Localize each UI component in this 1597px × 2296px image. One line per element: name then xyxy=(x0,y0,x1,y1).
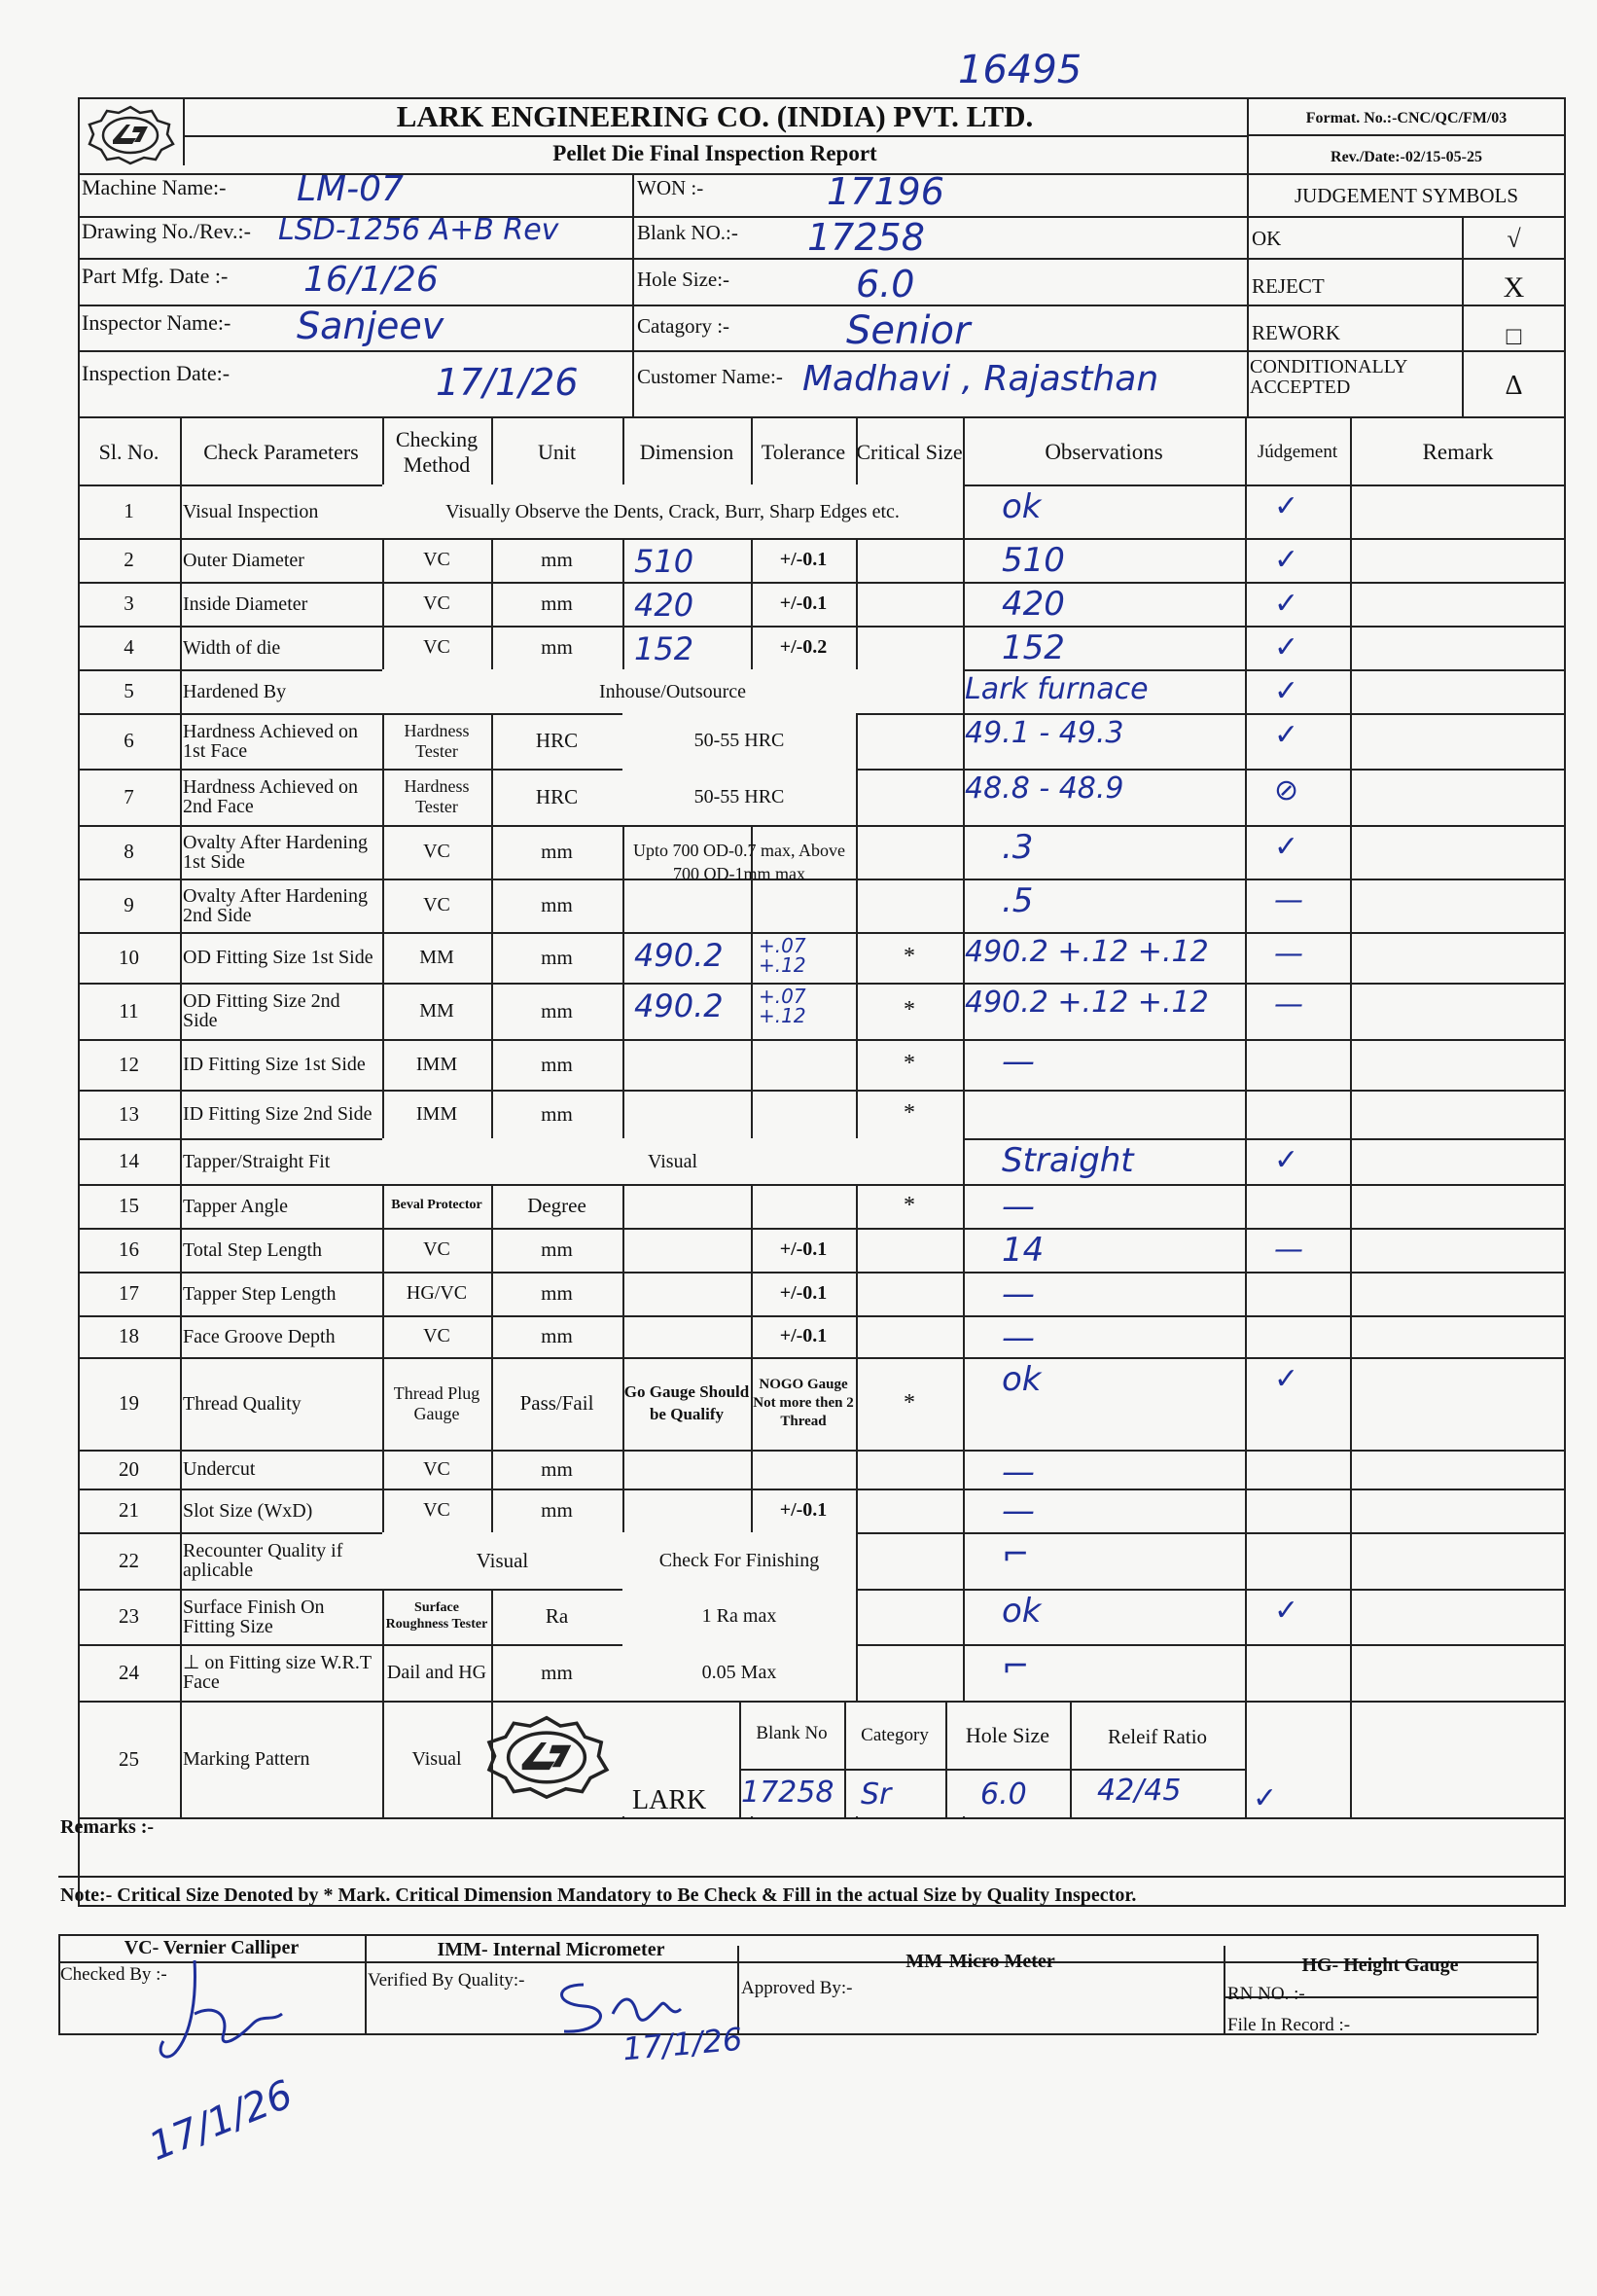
blank-no-label: Blank NO.:- xyxy=(637,221,738,244)
row-observation: 510 xyxy=(1002,541,1065,580)
cross-mark-icon: X xyxy=(1503,271,1525,304)
row-checking-method: VC xyxy=(423,592,450,614)
won-label: WON :- xyxy=(637,176,704,199)
rn-no-label: RN NO. :- xyxy=(1227,1984,1305,2004)
row-check-parameter: ⊥ on Fitting size W.R.T Face xyxy=(183,1652,372,1693)
row-tolerance: +.07 +.12 xyxy=(759,934,806,977)
row-tolerance: +/-0.1 xyxy=(779,1325,828,1346)
won-value: 17196 xyxy=(827,170,944,213)
hole-size-label: Hole Size:- xyxy=(637,268,730,291)
row-checking-method: VC xyxy=(423,1499,450,1521)
row-check-parameter: Tapper Angle xyxy=(183,1195,289,1217)
company-name: LARK ENGINEERING CO. (INDIA) PVT. LTD. xyxy=(396,99,1034,133)
marking-pattern-label: Marking Pattern xyxy=(183,1747,310,1770)
row-dimension-tolerance: 1 Ra max xyxy=(622,1589,856,1644)
row-dimension-tolerance: 50-55 HRC xyxy=(622,769,856,825)
blank-no-value: 17258 xyxy=(807,216,925,259)
header-judgement: Júdgement xyxy=(1257,442,1338,462)
row-checking-method: VC xyxy=(423,636,450,658)
row-unit: mm xyxy=(541,1238,573,1262)
judgement-rework-label: REWORK xyxy=(1252,321,1340,344)
row-check-parameter: Inside Diameter xyxy=(183,592,308,615)
marking-relief-ratio-value: 42/45 xyxy=(1097,1774,1182,1808)
row-sl-no: 23 xyxy=(119,1604,139,1629)
legend-vc: VC- Vernier Calliper xyxy=(124,1937,300,1958)
drawing-no-value: LSD-1256 A+B Rev xyxy=(278,213,559,247)
row-sl-no: 22 xyxy=(119,1548,139,1572)
row-dimension: 510 xyxy=(634,543,694,580)
row-check-parameter: Visual Inspection xyxy=(183,500,319,522)
row-sl-no: 20 xyxy=(119,1456,139,1481)
row-sl-no: 13 xyxy=(119,1101,139,1126)
critical-size-asterisk: * xyxy=(904,1051,915,1077)
checked-by-date: 17/1/26 xyxy=(142,2071,300,2170)
row-dimension: 420 xyxy=(634,587,694,624)
row-sl-no: 17 xyxy=(119,1281,139,1306)
row-checking-method: VC xyxy=(423,1325,450,1346)
row-unit: mm xyxy=(541,592,573,616)
row-checking-method: Thread Plug Gauge xyxy=(393,1382,480,1423)
legend-imm: IMM- Internal Micrometer xyxy=(437,1939,665,1960)
row-unit: mm xyxy=(541,548,573,572)
row-observation: 420 xyxy=(1002,585,1065,624)
row-observation: — xyxy=(1002,1453,1035,1491)
row-unit: mm xyxy=(541,1498,573,1523)
row-sl-no: 9 xyxy=(124,893,134,917)
row-check-parameter: Tapper/Straight Fit xyxy=(183,1150,331,1172)
judgement-symbols-title: JUDGEMENT SYMBOLS xyxy=(1294,184,1519,207)
revision-date: Rev./Date:-02/15-05-25 xyxy=(1331,149,1482,165)
row-judgement: ⊘ xyxy=(1274,773,1299,807)
row-sl-no: 6 xyxy=(124,729,134,753)
row-observation: 490.2 +.12 +.12 xyxy=(965,986,1209,1020)
row-check-parameter: Hardened By xyxy=(183,680,287,702)
row-check-parameter: Thread Quality xyxy=(183,1392,302,1415)
header-critical-size: Critical Size xyxy=(856,439,963,464)
category-label: Catagory :- xyxy=(637,314,730,338)
judgement-reject-label: REJECT xyxy=(1252,274,1325,298)
row-sl-no: 1 xyxy=(124,499,134,523)
row-observation: — xyxy=(1002,1318,1035,1357)
row-unit: mm xyxy=(541,998,573,1022)
inspection-date-value: 17/1/26 xyxy=(436,361,579,404)
row-check-parameter: Ovalty After Hardening 2nd Side xyxy=(183,884,368,926)
row-judgement: ✓ xyxy=(1274,718,1299,752)
row-merged-spec: Visually Observe the Dents, Crack, Burr, Sharp Edges etc. xyxy=(382,484,963,538)
row-unit: mm xyxy=(541,1456,573,1481)
row-observation: Straight xyxy=(1002,1141,1134,1180)
row-sl-no: 24 xyxy=(119,1660,139,1684)
row-checking-method: HG/VC xyxy=(406,1282,468,1304)
row-unit: HRC xyxy=(535,729,579,753)
row-observation: — xyxy=(1002,1042,1035,1081)
row-dimension-tolerance: 50-55 HRC xyxy=(622,713,856,769)
row-tolerance: NOGO Gauge Not more then 2 Thread xyxy=(753,1377,854,1429)
row-merged-spec: Inhouse/Outsource xyxy=(382,669,963,713)
check-mark-icon: √ xyxy=(1507,225,1521,253)
header-dimension: Dimension xyxy=(639,440,734,464)
row-observation: — xyxy=(1002,1491,1035,1530)
row-checking-method: IMM xyxy=(415,1053,458,1075)
row-judgement: ✓ xyxy=(1274,1362,1299,1396)
row-merged-spec: Visual xyxy=(382,1138,963,1184)
row-check-parameter: Surface Finish On Fitting Size xyxy=(183,1596,325,1637)
hole-size-value: 6.0 xyxy=(856,263,915,305)
row-unit: mm xyxy=(541,1101,573,1126)
row-tolerance: +/-0.1 xyxy=(779,549,828,570)
row-unit: HRC xyxy=(535,784,579,808)
row-dimension: 152 xyxy=(634,630,694,667)
header-tolerance: Tolerance xyxy=(761,440,846,464)
row-checking-method: VC xyxy=(423,894,450,915)
legend-hg: HG- Height Gauge xyxy=(1301,1955,1459,1976)
row-sl-no: 7 xyxy=(124,784,134,808)
row-unit: mm xyxy=(541,1281,573,1306)
marking-method: Visual xyxy=(411,1747,462,1770)
row-sl-no: 12 xyxy=(119,1052,139,1076)
machine-name-value: LM-07 xyxy=(297,169,404,209)
inspector-name-value: Sanjeev xyxy=(297,305,444,347)
row-tolerance: +.07 +.12 xyxy=(759,985,806,1027)
report-title: Pellet Die Final Inspection Report xyxy=(552,141,877,165)
row-judgement: — xyxy=(1274,937,1303,971)
row-check-parameter: Hardness Achieved on 2nd Face xyxy=(183,776,358,817)
row-check-parameter: Slot Size (WxD) xyxy=(183,1499,313,1522)
row-check-parameter: Outer Diameter xyxy=(183,549,304,571)
row-observation: ok xyxy=(1002,1592,1042,1631)
marking-relief-ratio-label: Releif Ratio xyxy=(1107,1725,1208,1748)
header-sl-no: Sl. No. xyxy=(98,440,160,464)
row-dimension-tolerance: Check For Finishing xyxy=(622,1532,856,1589)
critical-size-asterisk: * xyxy=(904,997,915,1023)
row-judgement: — xyxy=(1274,1233,1303,1267)
marking-category-label: Category xyxy=(861,1725,929,1745)
row-observation: ok xyxy=(1002,487,1042,526)
row-checking-method: Hardness Tester xyxy=(404,776,470,816)
part-mfg-date-value: 16/1/26 xyxy=(303,260,439,300)
row-checking-method: Dail and HG xyxy=(386,1661,487,1683)
inspector-name-label: Inspector Name:- xyxy=(82,310,231,335)
row-sl-no: 5 xyxy=(124,679,134,703)
critical-size-note: Note:- Critical Size Denoted by * Mark. Critical Dimension Mandatory to Be Check & Fill in the actual Size by Quality Inspector. xyxy=(60,1884,1137,1906)
row-observation: 48.8 - 48.9 xyxy=(965,771,1124,806)
row-sl-no: 21 xyxy=(119,1498,139,1523)
row-observation: ok xyxy=(1002,1360,1042,1399)
row-observation: 49.1 - 49.3 xyxy=(965,716,1124,750)
row-sl-no: 25 xyxy=(119,1746,139,1771)
marking-lark-text: LARK xyxy=(632,1785,707,1815)
row-check-parameter: OD Fitting Size 2nd Side xyxy=(183,990,340,1031)
marking-blank-no-label: Blank No xyxy=(756,1723,828,1743)
row-observation: 14 xyxy=(1002,1231,1045,1270)
checked-by-signature xyxy=(136,1955,302,2082)
row-unit: mm xyxy=(541,1052,573,1076)
row-sl-no: 8 xyxy=(124,840,134,864)
row-sl-no: 19 xyxy=(119,1391,139,1416)
row-check-parameter: Tapper Step Length xyxy=(183,1282,337,1305)
row-checking-method: VC xyxy=(423,1238,450,1260)
row-judgement: ✓ xyxy=(1274,587,1299,621)
row-check-parameter: Hardness Achieved on 1st Face xyxy=(183,720,358,762)
row-observation: Lark furnace xyxy=(965,672,1149,706)
checked-by-label: Checked By :- xyxy=(60,1964,167,1985)
row-judgement: — xyxy=(1274,883,1303,917)
remarks-label: Remarks :- xyxy=(60,1816,155,1838)
marking-category-value: Sr xyxy=(861,1777,892,1812)
triangle-icon: Δ xyxy=(1505,371,1523,401)
header-unit: Unit xyxy=(537,440,577,464)
row-judgement: ✓ xyxy=(1274,543,1299,577)
square-icon: □ xyxy=(1506,322,1522,350)
critical-size-asterisk: * xyxy=(904,944,915,970)
row-sl-no: 4 xyxy=(124,635,134,660)
row-checking-method: MM xyxy=(419,946,454,968)
row-dimension: Go Gauge Should be Qualify xyxy=(623,1382,750,1423)
row-judgement: — xyxy=(1274,987,1303,1022)
row-checking-method: VC xyxy=(423,841,450,862)
header-check-parameters: Check Parameters xyxy=(203,440,359,464)
row-sl-no: 15 xyxy=(119,1194,139,1218)
row-dimension: 490.2 xyxy=(634,937,724,974)
row-sl-no: 14 xyxy=(119,1149,139,1173)
row-tolerance: +/-0.1 xyxy=(779,1282,828,1304)
verified-by-label: Verified By Quality:- xyxy=(368,1970,525,1991)
customer-name-value: Madhavi , Rajasthan xyxy=(802,359,1159,399)
file-in-record-label: File In Record :- xyxy=(1227,2015,1351,2035)
approved-by-label: Approved By:- xyxy=(741,1978,853,1998)
critical-size-asterisk: * xyxy=(904,1100,915,1127)
judgement-ok-label: OK xyxy=(1252,227,1282,250)
drawing-no-label: Drawing No./Rev.:- xyxy=(82,219,251,243)
company-logo-icon xyxy=(84,103,177,165)
row-unit: Pass/Fail xyxy=(519,1391,594,1416)
row-check-parameter: Width of die xyxy=(183,636,281,659)
row-check-parameter: Total Step Length xyxy=(183,1238,323,1261)
row-sl-no: 11 xyxy=(119,998,139,1022)
row-sl-no: 10 xyxy=(119,945,139,969)
verified-by-date: 17/1/26 xyxy=(621,2020,744,2068)
row-tolerance: +/-0.2 xyxy=(779,636,828,658)
row-judgement: ✓ xyxy=(1274,674,1299,708)
row-tolerance: +/-0.1 xyxy=(779,1238,828,1260)
serial-number: 16495 xyxy=(958,48,1082,92)
row-observation: 152 xyxy=(1002,628,1065,667)
row-unit: mm xyxy=(541,945,573,969)
row-tolerance: +/-0.1 xyxy=(779,592,828,614)
row-observation: ⌐ xyxy=(1002,1647,1030,1686)
machine-name-label: Machine Name:- xyxy=(82,175,227,199)
judgement-conditional-label: CONDITIONALLY ACCEPTED xyxy=(1250,356,1407,398)
part-mfg-date-label: Part Mfg. Date :- xyxy=(82,264,229,288)
row-check-parameter: OD Fitting Size 1st Side xyxy=(183,947,373,968)
legend-mm: MM-Micro Meter xyxy=(905,1951,1055,1972)
row-judgement: ✓ xyxy=(1274,489,1299,523)
row-unit: mm xyxy=(541,840,573,864)
row-tolerance: +/-0.1 xyxy=(779,1499,828,1521)
row-observation: — xyxy=(1002,1187,1035,1226)
header-remark: Remark xyxy=(1422,440,1494,464)
row-sl-no: 18 xyxy=(119,1324,139,1348)
row-dimension-tolerance: 0.05 Max xyxy=(622,1644,856,1701)
header-observations: Observations xyxy=(1045,440,1163,464)
row-observation: 490.2 +.12 +.12 xyxy=(965,935,1209,969)
row-unit: Ra xyxy=(545,1604,569,1629)
row-observation: ⌐ xyxy=(1002,1535,1030,1574)
category-value: Senior xyxy=(846,308,971,353)
row-checking-method: VC xyxy=(423,549,450,570)
row-method: Visual xyxy=(382,1532,622,1589)
row-checking-method: MM xyxy=(419,999,454,1022)
row-checking-method: Surface Roughness Tester xyxy=(385,1600,488,1632)
marking-hole-size-value: 6.0 xyxy=(980,1777,1027,1812)
row-observation: .3 xyxy=(1002,828,1034,867)
inspection-date-label: Inspection Date:- xyxy=(82,361,231,385)
row-judgement: ✓ xyxy=(1274,1143,1299,1177)
row-unit: mm xyxy=(541,1324,573,1348)
row-observation: .5 xyxy=(1002,881,1034,920)
marking-logo-icon xyxy=(479,1712,615,1800)
row-judgement: ✓ xyxy=(1274,1594,1299,1628)
row-unit: Degree xyxy=(527,1194,586,1218)
row-check-parameter: Recounter Quality if aplicable xyxy=(183,1540,343,1581)
row-dimension: 490.2 xyxy=(634,987,724,1024)
row-judgement: ✓ xyxy=(1274,630,1299,664)
row-checking-method: Beval Protector xyxy=(391,1198,482,1213)
row-judgement: ✓ xyxy=(1274,830,1299,864)
row-observation: — xyxy=(1002,1274,1035,1313)
critical-size-asterisk: * xyxy=(904,1192,915,1218)
row-unit: mm xyxy=(541,635,573,660)
row-check-parameter: Ovalty After Hardening 1st Side xyxy=(183,831,368,873)
ovalty-spec: Upto 700 OD-0.7 max, Above 700 OD-1mm max xyxy=(633,841,845,884)
critical-size-asterisk: * xyxy=(904,1389,915,1416)
customer-name-label: Customer Name:- xyxy=(637,365,783,388)
row-check-parameter: ID Fitting Size 2nd Side xyxy=(183,1103,373,1125)
marking-judgement: ✓ xyxy=(1253,1781,1278,1815)
row-unit: mm xyxy=(541,893,573,917)
row-checking-method: Hardness Tester xyxy=(404,720,470,761)
row-unit: mm xyxy=(541,1660,573,1684)
row-check-parameter: Face Groove Depth xyxy=(183,1325,336,1347)
row-check-parameter: ID Fitting Size 1st Side xyxy=(183,1054,366,1075)
marking-blank-no-value: 17258 xyxy=(741,1776,834,1810)
row-sl-no: 2 xyxy=(124,548,134,572)
header-checking-method: Checking Method xyxy=(395,426,479,477)
row-sl-no: 16 xyxy=(119,1238,139,1262)
row-sl-no: 3 xyxy=(124,592,134,616)
row-check-parameter: Undercut xyxy=(183,1458,256,1480)
row-checking-method: IMM xyxy=(415,1102,458,1125)
format-number: Format. No.:-CNC/QC/FM/03 xyxy=(1305,110,1508,126)
row-checking-method: VC xyxy=(423,1457,450,1480)
marking-hole-size-label: Hole Size xyxy=(965,1723,1050,1747)
